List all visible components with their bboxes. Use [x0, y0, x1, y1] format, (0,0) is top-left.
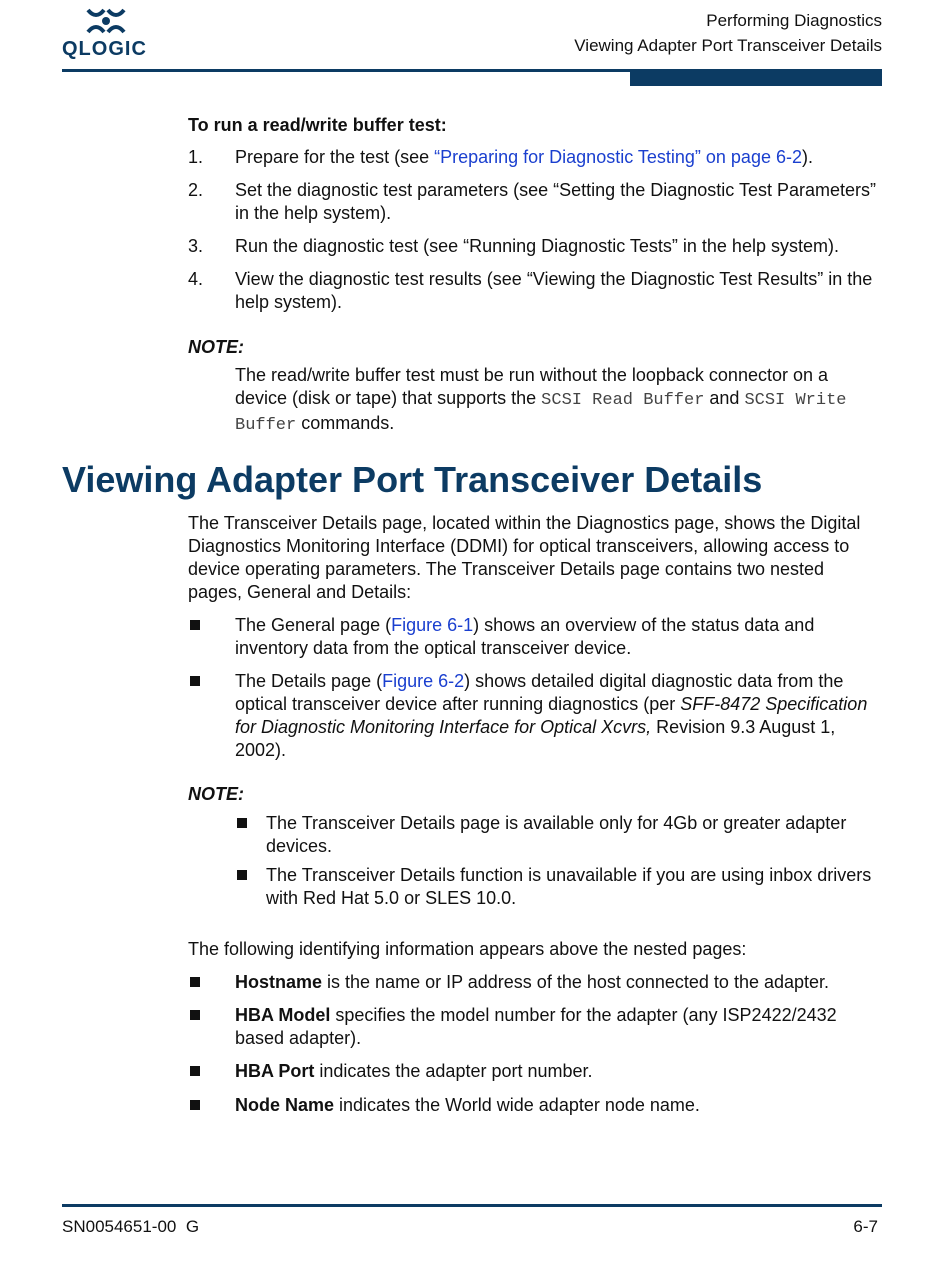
text-part: Revision 9.3 August 1, 2002).	[235, 717, 836, 760]
list-item-text	[235, 614, 883, 660]
step-number: 4.	[188, 269, 204, 289]
term-hba-port: HBA Port	[235, 1061, 315, 1081]
term-description: indicates the adapter port number.	[314, 1061, 593, 1081]
footer-rule	[62, 1204, 882, 1207]
header-accent-bar	[630, 69, 882, 86]
header-section: Viewing Adapter Port Transceiver Details	[574, 36, 882, 55]
bullet-square-icon	[237, 818, 247, 828]
procedure-title: To run a read/write buffer test:	[188, 115, 447, 135]
section-intro: The Transceiver Details page, located within the Diagnostics page, shows the Digital Diagnostics Monitoring Interface (DDMI) for optical transceivers, allowing access to device operating parameters. The Transceiver Details page contains two nested pages, General and Details:	[188, 513, 861, 602]
qlogic-mark-icon	[84, 6, 128, 36]
term-node-name: Node Name	[235, 1095, 335, 1115]
note-text: and	[704, 388, 745, 408]
bullet-square-icon	[190, 620, 200, 630]
list-item-text	[235, 1060, 883, 1083]
step-text	[235, 146, 885, 169]
identifying-intro: The following identifying information appears above the nested pages:	[188, 939, 747, 959]
note-label: NOTE:	[188, 784, 244, 804]
text-part: ) shows an overview of the status data and inventory data from the optical transceiver device.	[235, 615, 815, 658]
term-description: is the name or IP address of the host connected to the adapter.	[322, 972, 830, 992]
term-hostname: Hostname	[235, 972, 323, 992]
section-heading: Viewing Adapter Port Transceiver Details	[62, 459, 763, 500]
list-item-text	[235, 971, 883, 994]
note-item-text: The Transceiver Details page is available only for 4Gb or greater adapter devices.	[266, 813, 847, 856]
bullet-square-icon	[190, 676, 200, 686]
bullet-square-icon	[190, 1010, 200, 1020]
note-text: commands.	[296, 413, 395, 433]
figure-6-1-link[interactable]: Figure 6-1	[391, 615, 474, 635]
logo-wordmark: QLOGIC	[62, 38, 147, 60]
step-number: 2.	[188, 180, 204, 200]
term-description: specifies the model number for the adapter (any ISP2422/2432 based adapter).	[235, 1005, 837, 1048]
step-number: 3.	[188, 236, 204, 256]
step-number: 1.	[188, 147, 204, 167]
text-part: ) shows detailed digital diagnostic data from the optical transceiver device after running diagnostics (per	[235, 671, 844, 714]
header-chapter: Performing Diagnostics	[706, 11, 882, 30]
bullet-square-icon	[237, 870, 247, 880]
term-hba-model: HBA Model	[235, 1005, 331, 1025]
list-item-text	[235, 1094, 883, 1117]
bullet-square-icon	[190, 977, 200, 987]
code-write-buffer: SCSI Write Buffer	[235, 391, 847, 435]
note-text: The read/write buffer test must be run without the loopback connector on a device (disk or tape) that supports the	[235, 365, 829, 408]
spec-title: SFF-8472 Specification for Diagnostic Monitoring Interface for Optical Xcvrs,	[235, 694, 868, 737]
document-number: SN0054651-00 G	[62, 1217, 200, 1236]
step-text: Run the diagnostic test (see “Running Diagnostic Tests” in the help system).	[235, 236, 839, 256]
step-text: Set the diagnostic test parameters (see “Setting the Diagnostic Test Parameters” in the help system).	[235, 180, 876, 223]
code-read-buffer: SCSI Read Buffer	[541, 391, 705, 410]
note-label: NOTE:	[188, 337, 244, 357]
list-item-text	[235, 1004, 883, 1050]
note-body	[235, 364, 875, 437]
figure-6-2-link[interactable]: Figure 6-2	[382, 671, 465, 691]
bullet-square-icon	[190, 1066, 200, 1076]
list-item-text	[235, 670, 883, 762]
running-header	[574, 8, 882, 58]
preparing-link[interactable]: “Preparing for Diagnostic Testing” on page 6-2	[434, 147, 802, 167]
text-part: The General page (	[235, 615, 392, 635]
step-text-part: Prepare for the test (see	[235, 147, 435, 167]
page-number: 6-7	[853, 1217, 878, 1236]
note-item-text: The Transceiver Details function is unavailable if you are using inbox drivers with Red Hat 5.0 or SLES 10.0.	[266, 865, 872, 908]
qlogic-logo	[62, 6, 162, 62]
bullet-square-icon	[190, 1100, 200, 1110]
step-text-part: ).	[801, 147, 813, 167]
text-part: The Details page (	[235, 671, 383, 691]
term-description: indicates the World wide adapter node name.	[334, 1095, 700, 1115]
step-text: View the diagnostic test results (see “Viewing the Diagnostic Test Results” in the help system).	[235, 269, 873, 312]
